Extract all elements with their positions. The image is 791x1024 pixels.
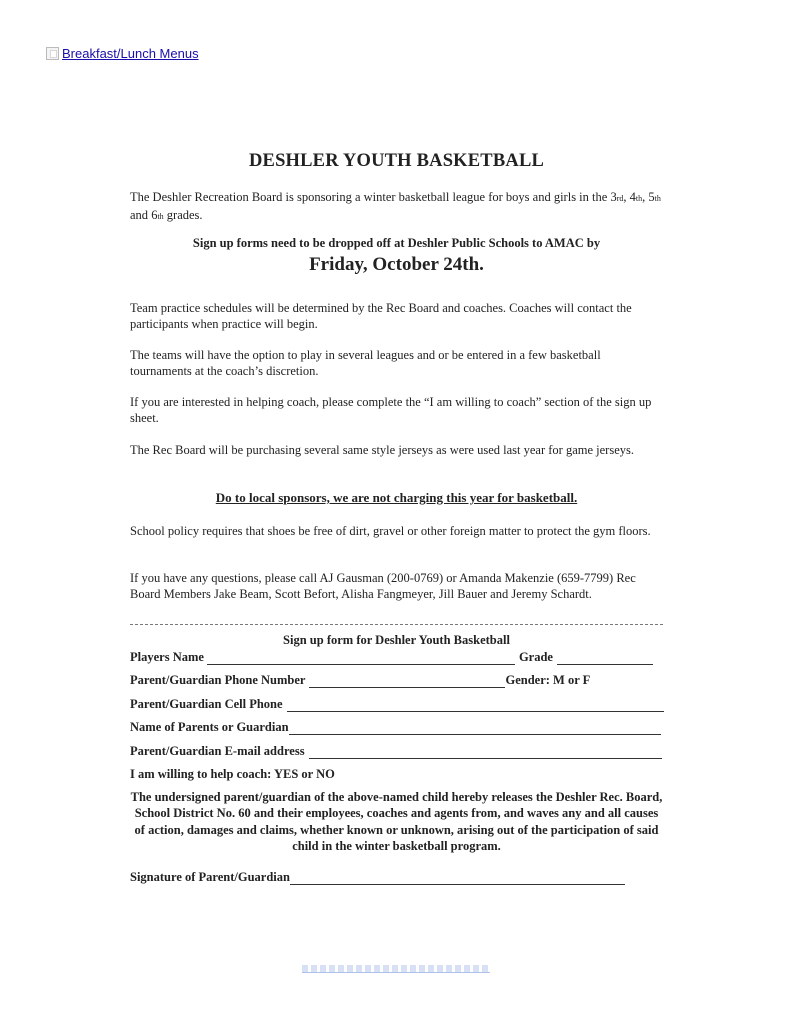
grade-label: Grade	[518, 650, 553, 664]
intro-paragraph: The Deshler Recreation Board is sponsoring a winter basketball league for boys and girls in the 3rd, 4th, 5th and 6th grades.	[130, 190, 661, 222]
cell-phone-row	[130, 696, 664, 712]
shoe-policy-paragraph: School policy requires that shoes be free of dirt, gravel or other foreign matter to protect the gym floors.	[130, 524, 651, 538]
players-name-field[interactable]	[207, 652, 515, 665]
signup-deadline-line: Sign up forms need to be dropped off at Deshler Public Schools to AMAC by	[192, 236, 601, 250]
signature-field[interactable]	[290, 872, 625, 885]
cut-line-divider	[130, 624, 663, 625]
signature-label: Signature of Parent/Guardian	[130, 870, 290, 884]
phone-label: Parent/Guardian Phone Number	[130, 673, 306, 687]
coach-row	[130, 766, 664, 782]
jerseys-paragraph: The Rec Board will be purchasing several same style jerseys as were used last year for game jerseys.	[130, 443, 634, 457]
cell-phone-label: Parent/Guardian Cell Phone	[130, 697, 283, 711]
release-statement: The undersigned parent/guardian of the above-named child hereby releases the Deshler Rec. Board, School District No. 60 and their employees, coaches and agents from, and waves any and all causes of action, damages and claims, whether known or unknown, arising out of the participation of said child in the winter basketball program.	[130, 790, 663, 854]
phone-row	[130, 672, 664, 688]
grade-field[interactable]	[557, 652, 653, 665]
phone-field[interactable]	[309, 675, 505, 688]
leagues-paragraph: The teams will have the option to play in several leagues and or be entered in a few basketball tournaments at the coach’s discretion.	[130, 348, 601, 378]
cell-phone-field[interactable]	[287, 699, 664, 712]
email-label: Parent/Guardian E-mail address	[130, 744, 305, 758]
parents-name-field[interactable]	[289, 722, 661, 735]
players-name-label: Players Name	[130, 650, 204, 664]
players-name-row	[130, 649, 664, 665]
practice-paragraph: Team practice schedules will be determined by the Rec Board and coaches. Coaches will contact the participants when practice will begin.	[130, 301, 632, 331]
gender-label: Gender: M or F	[505, 673, 591, 687]
menus-link-row[interactable]	[46, 46, 199, 61]
page-title: DESHLER YOUTH BASKETBALL	[248, 151, 545, 171]
coach-paragraph: If you are interested in helping coach, please complete the “I am willing to coach” section of the sign up sheet.	[130, 395, 652, 425]
footer-link-faded[interactable]	[302, 965, 490, 973]
sponsor-notice: Do to local sponsors, we are not charging this year for basketball.	[215, 490, 578, 505]
signup-deadline-date: Friday, October 24th.	[309, 254, 484, 275]
parents-name-label: Name of Parents or Guardian	[130, 720, 289, 734]
signature-row	[130, 869, 664, 885]
email-row	[130, 743, 664, 759]
broken-image-icon	[46, 47, 59, 60]
parents-name-row	[130, 719, 664, 735]
questions-paragraph: If you have any questions, please call AJ Gausman (200-0769) or Amanda Makenzie (659-7799) Rec Board Members Jake Beam, Scott Befort, Alisha Fangmeyer, Jill Bauer and Jeremy Schardt.	[130, 571, 636, 601]
coach-label: I am willing to help coach: YES or NO	[130, 767, 335, 781]
breakfast-lunch-menus-link[interactable]: Breakfast/Lunch Menus	[62, 46, 199, 61]
email-field[interactable]	[309, 746, 662, 759]
form-heading: Sign up form for Deshler Youth Basketball	[283, 633, 510, 647]
